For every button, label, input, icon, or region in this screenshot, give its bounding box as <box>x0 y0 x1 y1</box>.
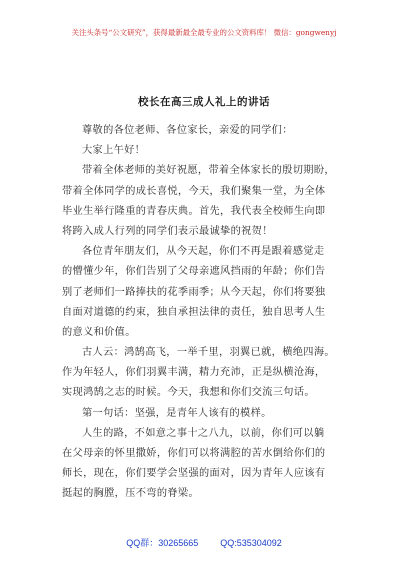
page-title: 校长在高三成人礼上的讲话 <box>138 96 270 108</box>
body-line: 将跨入成人行列的同学们表示最诚挚的祝贺！ <box>62 225 273 237</box>
body-line: 实现鸿鹄之志的时候。今天，我想和你们交流三句话。 <box>62 387 315 399</box>
body-line: 作为年轻人，你们羽翼丰满，精力充沛，正是纵横沧海， <box>62 367 326 379</box>
header-banner: 关注头条号“公文研究”，获得最新最全最专业的公文资料库！ 微信：gongwenyj <box>71 28 337 37</box>
footer-contact <box>0 536 408 549</box>
document-body <box>62 121 362 505</box>
body-line: 师长，现在，你们要学会坚强的面对，因为青年人应该有 <box>62 468 326 480</box>
body-line: 第一句话：坚强，是青年人该有的模样。 <box>82 407 272 419</box>
footer-qq-group: QQ群：30265665 <box>126 538 199 548</box>
body-line: 的意义和价值。 <box>62 326 136 338</box>
body-line: 尊敬的各位老师、各位家长，亲爱的同学们： <box>82 125 293 136</box>
body-line: 带着全体同学的成长喜悦，今天，我们聚集一堂，为全体 <box>62 185 326 197</box>
body-line: 古人云：鸿鹄高飞，一举千里，羽翼已就，横绝四海。 <box>82 347 335 359</box>
body-line: 别了老师们一路捧扶的花季雨季；从今天起，你们将要独 <box>62 286 326 298</box>
body-line: 带着全体老师的美好祝愿，带着全体家长的殷切期盼， <box>82 165 335 177</box>
body-line: 的懵懂少年，你们告别了父母亲遮风挡雨的年龄；你们告 <box>62 266 326 278</box>
footer-qq: QQ:535304092 <box>220 538 282 548</box>
body-line: 各位青年朋友们，从今天起，你们不再是跟着感觉走 <box>82 246 325 258</box>
body-line: 自面对道德的约束，独自承担法律的责任，独自思考人生 <box>62 306 326 318</box>
body-line: 在父母亲的怀里撒娇，你们可以将满腔的苦水倒给你们的 <box>62 448 326 459</box>
body-line: 人生的路，不如意之事十之八九，以前，你们可以躺 <box>82 427 325 439</box>
body-line: 挺起的胸膛，压不弯的脊梁。 <box>62 488 199 500</box>
body-line: 毕业生举行隆重的青春庆典。首先，我代表全校师生向即 <box>62 205 326 217</box>
body-line: 大家上午好！ <box>82 145 146 157</box>
